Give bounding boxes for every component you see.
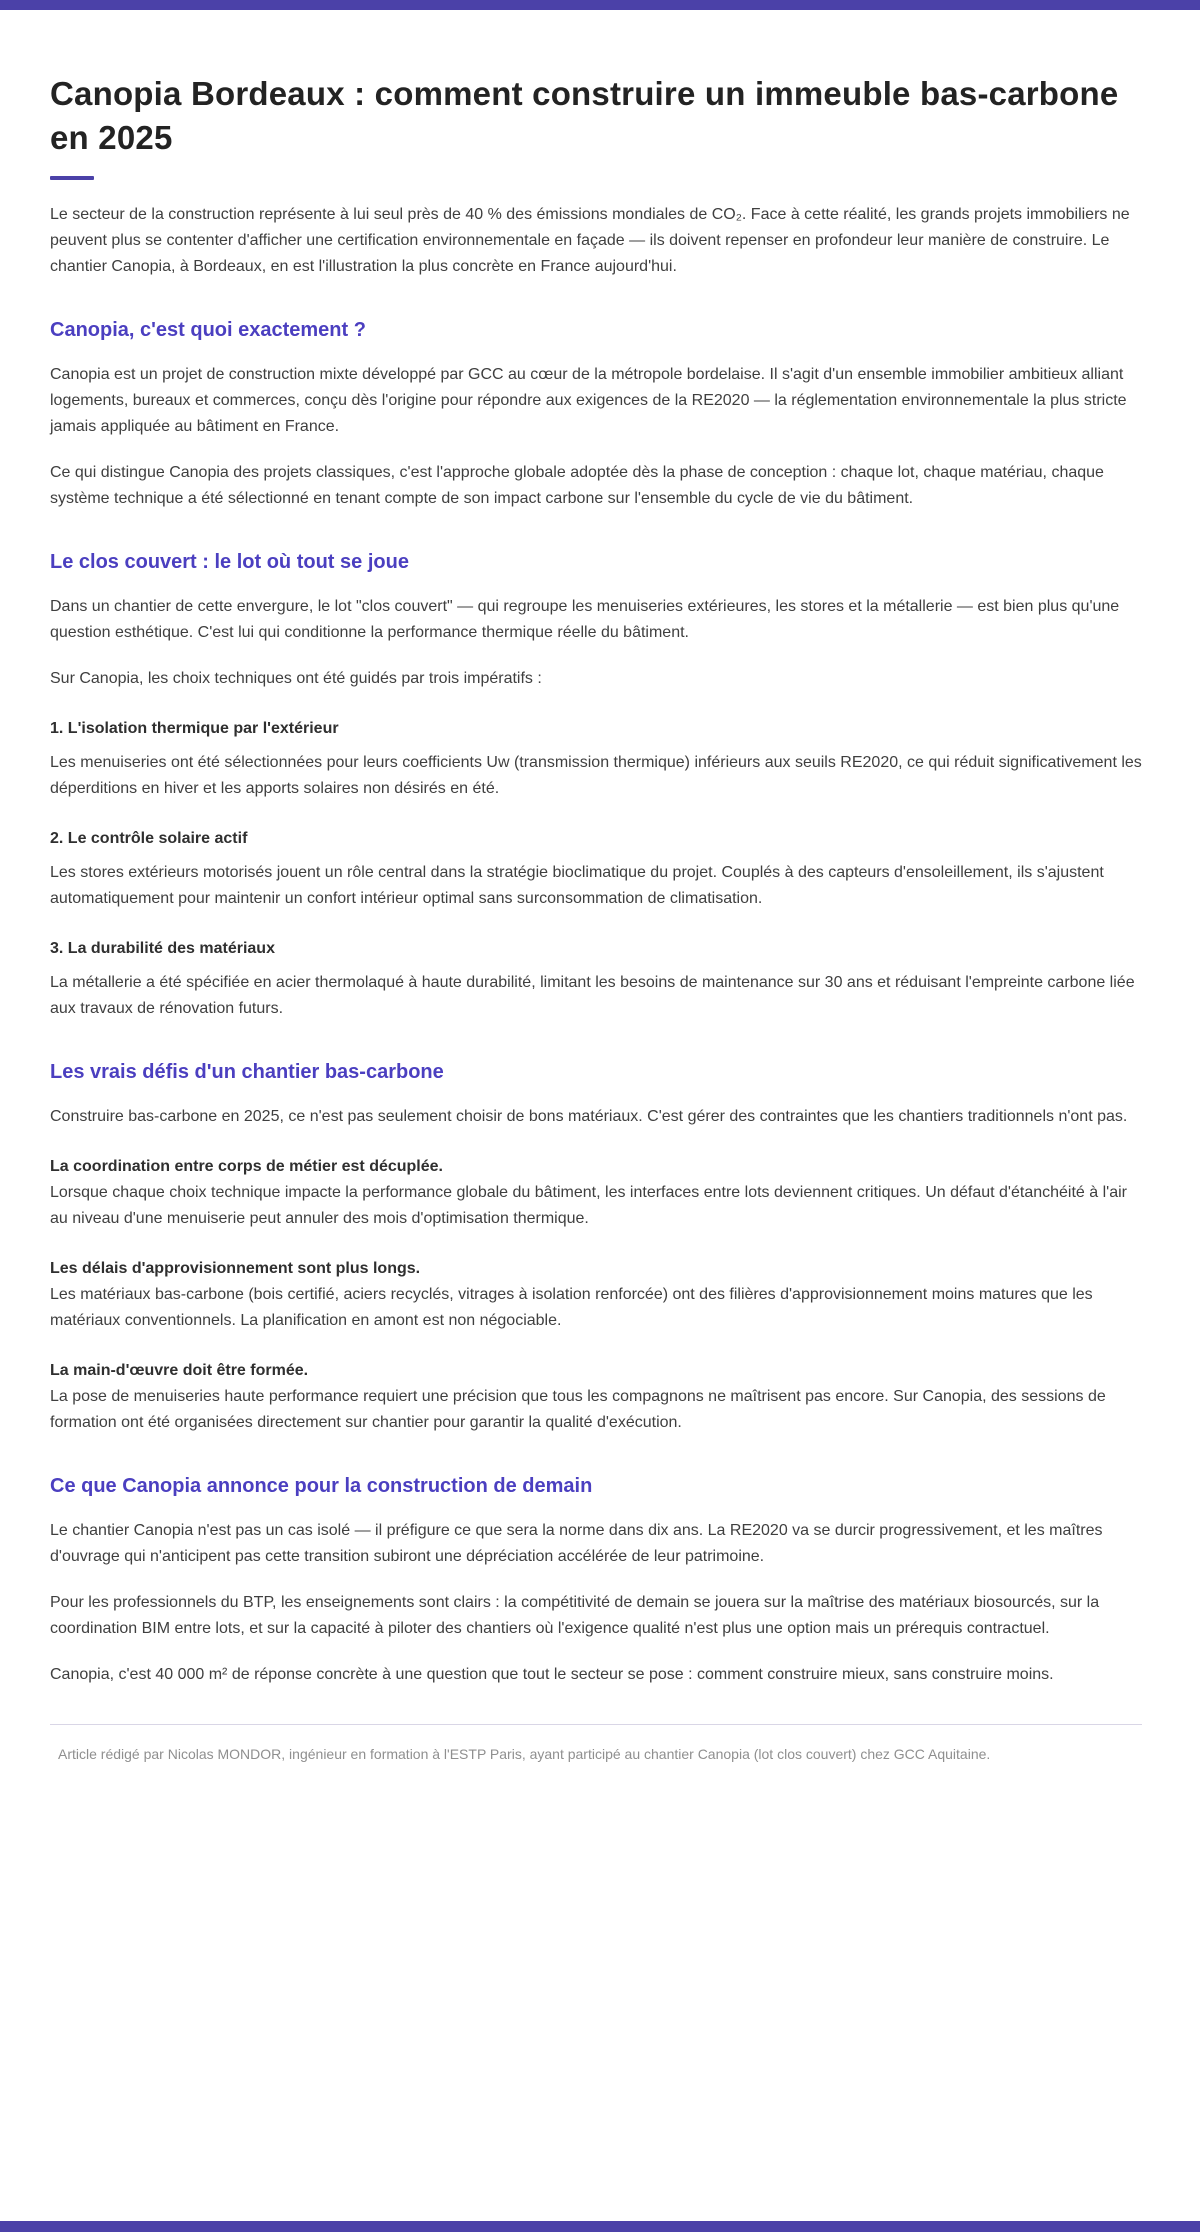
paragraph: Pour les professionnels du BTP, les enseignements sont clairs : la compétitivité de demain se jouera sur la maîtrise des matériaux biosourcés, sur la coordination BIM entre lots, et sur la capacité à piloter des chantiers où l'exigence qualité n'est plus une option mais un prérequis contractuel. — [50, 1594, 1100, 1637]
section-heading-what-is-canopia: Canopia, c'est quoi exactement ? — [50, 319, 366, 341]
point-title-controle-solaire: 2. Le contrôle solaire actif — [50, 830, 248, 847]
point-body: La métallerie a été spécifiée en acier thermolaqué à haute durabilité, limitant les besoins de maintenance sur 30 ans et réduisant l'empreinte carbone liée aux travaux de rénovation futurs. — [50, 974, 1135, 1017]
challenge-item-main-doeuvre — [50, 1358, 1142, 1436]
section-heading-demain: Ce que Canopia annonce pour la construction de demain — [50, 1475, 593, 1497]
point-body: Les stores extérieurs motorisés jouent un rôle central dans la stratégie bioclimatique du projet. Couplés à des capteurs d'ensoleillement, ils s'ajustent automatiquement pour maintenir un confort intérieur optimal sans surconsommation de climatisation. — [50, 864, 1104, 907]
paragraph: Sur Canopia, les choix techniques ont été guidés par trois impératifs : — [50, 670, 542, 687]
challenge-item-coordination — [50, 1154, 1142, 1232]
paragraph: Canopia est un projet de construction mixte développé par GCC au cœur de la métropole bordelaise. Il s'agit d'un ensemble immobilier ambitieux alliant logements, bureaux et commerces, conçu dès l'origine pour répondre aux exigences de la RE2020 — la réglementation environnementale la plus stricte jamais appliquée au bâtiment en France. — [50, 366, 1127, 435]
point-title-isolation: 1. L'isolation thermique par l'extérieur — [50, 720, 339, 737]
paragraph: Canopia, c'est 40 000 m² de réponse concrète à une question que tout le secteur se pose : comment construire mieux, sans construire moins. — [50, 1666, 1054, 1683]
point-title-durabilite: 3. La durabilité des matériaux — [50, 940, 275, 957]
page-title: Canopia Bordeaux : comment construire un immeuble bas-carbone en 2025 — [50, 75, 1119, 156]
article-container — [50, 72, 1142, 1766]
section-heading-defis: Les vrais défis d'un chantier bas-carbone — [50, 1061, 444, 1083]
challenge-title: La main-d'œuvre doit être formée. — [50, 1362, 309, 1379]
footer-divider — [50, 1724, 1142, 1725]
paragraph: Dans un chantier de cette envergure, le lot "clos couvert" — qui regroupe les menuiseries extérieures, les stores et la métallerie — est bien plus qu'une question esthétique. C'est lui qui conditionne la performance thermique réelle du bâtiment. — [50, 598, 1120, 641]
challenge-item-delais — [50, 1256, 1142, 1334]
challenge-body: Les matériaux bas-carbone (bois certifié, aciers recyclés, vitrages à isolation renforcée) ont des filières d'approvisionnement moins matures que les matériaux conventionnels. La planification en amont est non négociable. — [50, 1286, 1093, 1329]
section-heading-clos-couvert: Le clos couvert : le lot où tout se joue — [50, 551, 409, 573]
challenge-body: Lorsque chaque choix technique impacte la performance globale du bâtiment, les interfaces entre lots deviennent critiques. Un défaut d'étanchéité à l'air au niveau d'une menuiserie peut annuler des mois d'optimisation thermique. — [50, 1184, 1127, 1227]
challenge-title: La coordination entre corps de métier est décuplée. — [50, 1158, 443, 1175]
bottom-accent-bar — [0, 2221, 1200, 2232]
title-accent-underline — [50, 176, 94, 180]
intro-paragraph: Le secteur de la construction représente à lui seul près de 40 % des émissions mondiales de CO₂. Face à cette réalité, les grands projets immobiliers ne peuvent plus se contenter d'afficher une certification environnementale en façade — ils doivent repenser en profondeur leur manière de construire. Le chantier Canopia, à Bordeaux, en est l'illustration la plus concrète en France aujourd'hui. — [50, 206, 1130, 275]
challenge-title: Les délais d'approvisionnement sont plus longs. — [50, 1260, 421, 1277]
author-note: Article rédigé par Nicolas MONDOR, ingénieur en formation à l'ESTP Paris, ayant participé au chantier Canopia (lot clos couvert) chez GCC Aquitaine. — [58, 1746, 991, 1762]
paragraph: Construire bas-carbone en 2025, ce n'est pas seulement choisir de bons matériaux. C'est gérer des contraintes que les chantiers traditionnels n'ont pas. — [50, 1108, 1128, 1125]
paragraph: Ce qui distingue Canopia des projets classiques, c'est l'approche globale adoptée dès la phase de conception : chaque lot, chaque matériau, chaque système technique a été sélectionné en tenant compte de son impact carbone sur l'ensemble du cycle de vie du bâtiment. — [50, 464, 1104, 507]
top-accent-bar — [0, 0, 1200, 10]
paragraph: Le chantier Canopia n'est pas un cas isolé — il préfigure ce que sera la norme dans dix ans. La RE2020 va se durcir progressivement, et les maîtres d'ouvrage qui n'anticipent pas cette transition subiront une dépréciation accélérée de leur patrimoine. — [50, 1522, 1103, 1565]
point-body: Les menuiseries ont été sélectionnées pour leurs coefficients Uw (transmission thermique) inférieurs aux seuils RE2020, ce qui réduit significativement les déperditions en hiver et les apports solaires non désirés en été. — [50, 754, 1142, 797]
challenge-body: La pose de menuiseries haute performance requiert une précision que tous les compagnons ne maîtrisent pas encore. Sur Canopia, des sessions de formation ont été organisées directement sur chantier pour garantir la qualité d'exécution. — [50, 1388, 1106, 1431]
